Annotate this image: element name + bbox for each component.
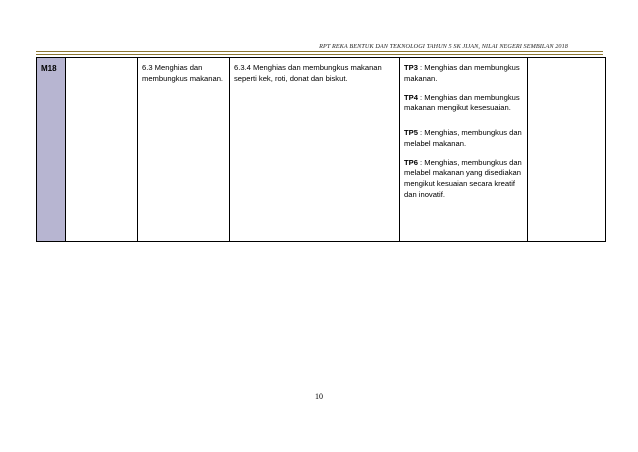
performance-level-item [404, 63, 523, 85]
header-rule [36, 51, 603, 52]
learning-standard-cell: 6.3.4 Menghias dan membungkus makanan seperti kek, roti, donat dan biskut. [230, 58, 400, 242]
performance-level-label: TP4 [404, 92, 418, 102]
performance-level-text: : Menghias, membungkus dan melabel makanan yang disediakan mengikut kesuaian secara kreatif dan inovatif. [404, 157, 522, 200]
performance-level-item [404, 93, 523, 115]
performance-level-label: TP5 [404, 128, 418, 138]
page-number: 10 [315, 392, 323, 401]
notes-cell [528, 58, 606, 242]
document-header: RPT REKA BENTUK DAN TEKNOLOGI TAHUN 5 SK JIJAN, NILAI NEGERI SEMBILAN 2018 [319, 43, 568, 50]
theme-cell [66, 58, 138, 242]
table-row [37, 58, 606, 242]
performance-level-label: TP3 [404, 63, 418, 72]
performance-level-text: : Menghias dan membungkus makanan. [404, 63, 520, 83]
week-cell: M18 [37, 58, 66, 242]
performance-level-item [404, 128, 523, 150]
performance-level-text: : Menghias, membungkus dan melabel makanan. [404, 128, 522, 148]
header-rule-thin [36, 54, 603, 55]
lesson-plan-table [36, 57, 606, 242]
performance-level-label: TP6 [404, 157, 418, 167]
performance-level-text: : Menghias dan membungkus makanan mengikut kesesuaian. [404, 92, 520, 113]
content-standard-cell: 6.3 Menghias dan membungkus makanan. [138, 58, 230, 242]
performance-level-cell [400, 58, 528, 242]
performance-level-item [404, 158, 523, 201]
